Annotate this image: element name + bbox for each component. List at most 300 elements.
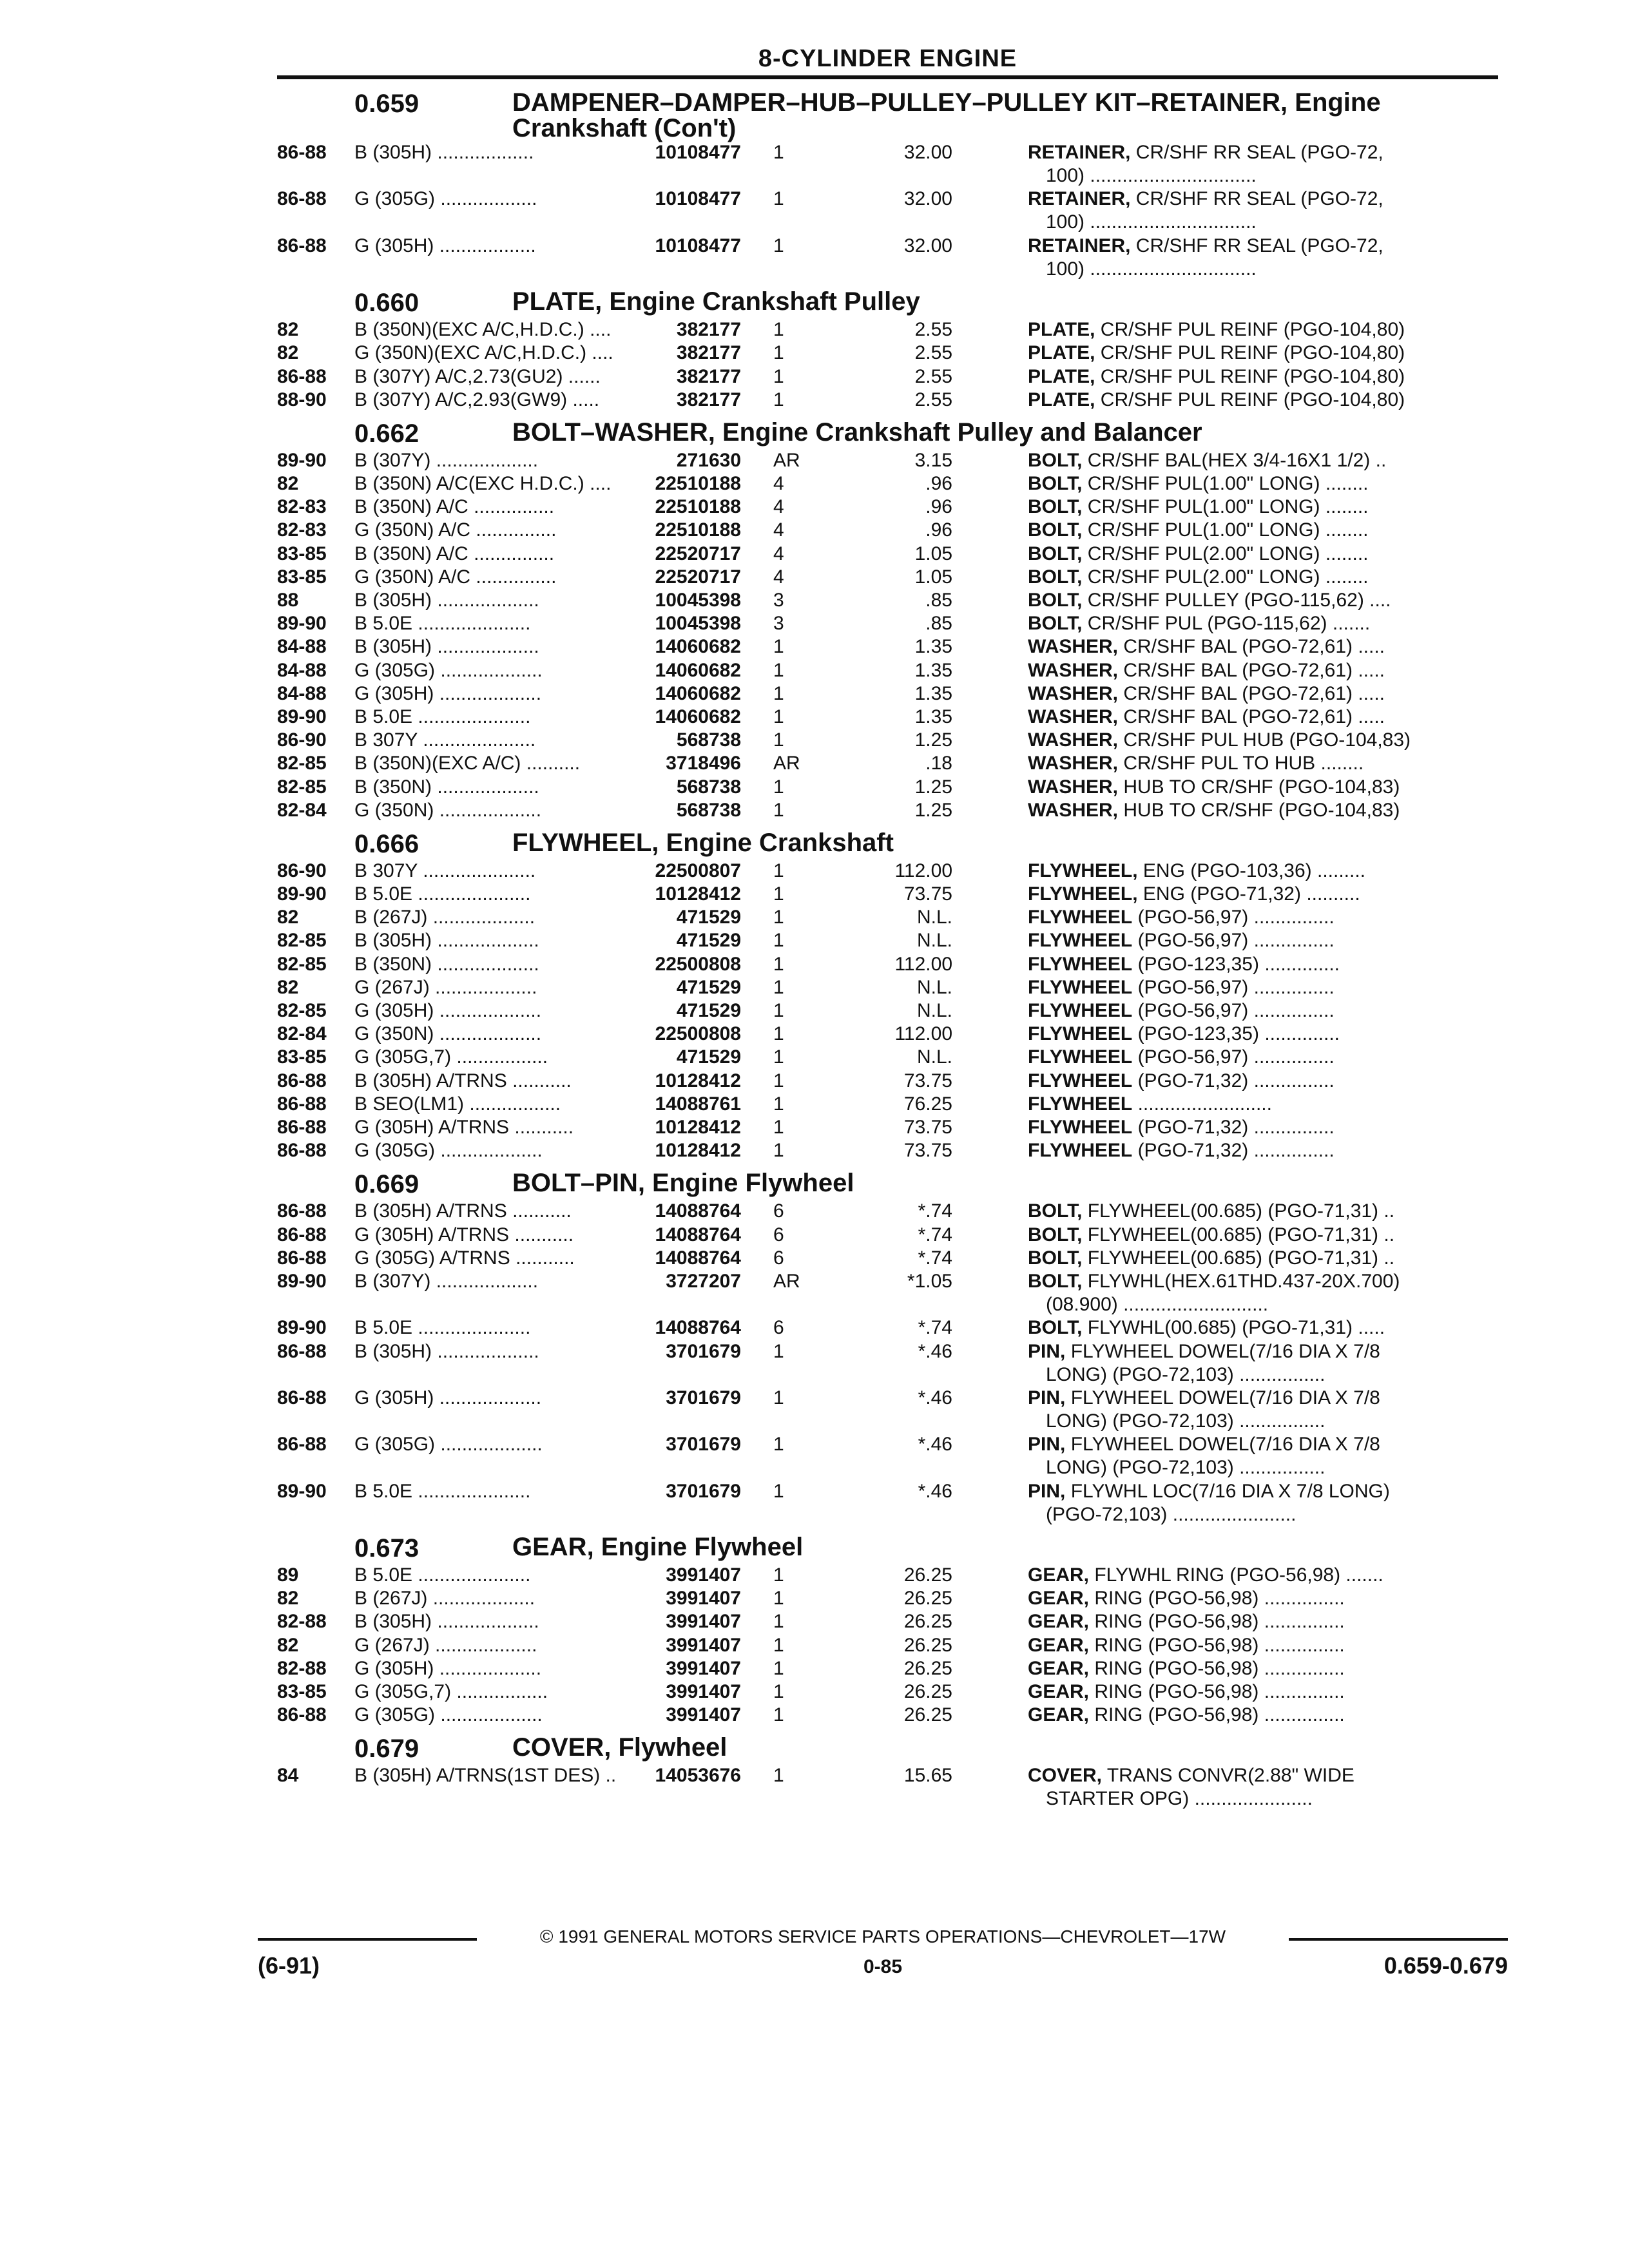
catalog-page <box>277 45 1498 1811</box>
quantity: 1 <box>773 1046 784 1068</box>
description <box>1028 1480 1498 1526</box>
quantity: 3 <box>773 590 784 611</box>
description <box>1028 1139 1498 1162</box>
part-number: 22510188 <box>655 519 741 541</box>
price: .96 <box>925 519 952 541</box>
price: 73.75 <box>903 883 952 905</box>
part-number: 10108477 <box>655 235 741 256</box>
parts-section <box>277 86 1498 281</box>
table-row <box>277 1564 1498 1587</box>
table-row <box>277 860 1498 883</box>
parts-section <box>277 1731 1498 1811</box>
description-line <box>1028 566 1498 589</box>
description-line <box>1028 953 1498 976</box>
part-detail: FLYWHEEL DOWEL(7/16 DIA X 7/8 <box>1065 1340 1380 1362</box>
table-row <box>277 929 1498 952</box>
part-number: 14088764 <box>655 1247 741 1269</box>
part-name: GEAR, <box>1028 1564 1090 1586</box>
description-line <box>1028 1247 1498 1270</box>
description <box>1028 612 1498 635</box>
part-detail: RING (PGO-56,98) ............... <box>1089 1588 1345 1610</box>
part-number: 3991407 <box>666 1634 741 1656</box>
description-line <box>1028 1680 1498 1704</box>
part-name: BOLT, <box>1028 613 1083 635</box>
part-name: PIN, <box>1028 1434 1066 1456</box>
part-detail: FLYWHL LOC(7/16 DIA X 7/8 LONG) <box>1065 1480 1390 1502</box>
part-name: BOLT, <box>1028 473 1083 495</box>
price: 2.55 <box>914 389 952 410</box>
part-detail: CR/SHF PUL(2.00" LONG) ........ <box>1082 566 1369 588</box>
description <box>1028 776 1498 799</box>
table-row <box>277 1116 1498 1139</box>
model-years: 86-88 <box>277 1200 327 1222</box>
quantity: 1 <box>773 1093 784 1115</box>
quantity: 1 <box>773 1588 784 1610</box>
description <box>1028 1387 1498 1433</box>
model-years: 82-85 <box>277 753 327 774</box>
model-years: 83-85 <box>277 1681 327 1702</box>
description <box>1028 752 1498 775</box>
description-line <box>1028 999 1498 1023</box>
part-name: BOLT, <box>1028 1200 1083 1222</box>
price: *.74 <box>918 1247 952 1269</box>
description-line <box>1028 1634 1498 1657</box>
quantity: 1 <box>773 1657 784 1679</box>
part-name: BOLT, <box>1028 1224 1083 1245</box>
part-detail: CR/SHF BAL (PGO-72,61) ..... <box>1118 659 1385 681</box>
description-line <box>1028 1564 1498 1587</box>
price: 1.05 <box>914 566 952 588</box>
model-years: 82-83 <box>277 496 327 518</box>
section-title <box>512 1735 727 1760</box>
footer-page-number: 0-85 <box>863 1956 903 1977</box>
model-code: B (307Y) A/C,2.73(GU2) ...... <box>354 365 601 387</box>
description-line <box>1028 1480 1498 1503</box>
quantity: AR <box>773 753 800 774</box>
table-row <box>277 1704 1498 1727</box>
part-detail: (PGO-56,97) ............... <box>1132 1046 1335 1068</box>
part-name: PLATE, <box>1028 342 1095 364</box>
part-detail: CR/SHF PUL(2.00" LONG) ........ <box>1082 543 1369 564</box>
price: N.L. <box>916 1046 952 1068</box>
quantity: 1 <box>773 1140 784 1162</box>
price: 112.00 <box>894 1023 952 1045</box>
part-name: RETAINER, <box>1028 142 1131 163</box>
part-name: WASHER, <box>1028 706 1119 727</box>
price: 1.35 <box>914 659 952 681</box>
part-detail: RING (PGO-56,98) ............... <box>1089 1634 1345 1656</box>
table-row <box>277 706 1498 729</box>
model-code: G (305G) ................... <box>354 659 543 681</box>
description-continuation: 100) ............................... <box>1046 165 1257 186</box>
part-name: WASHER, <box>1028 636 1119 658</box>
price: 2.55 <box>914 319 952 341</box>
model-code: B (305H) A/TRNS ........... <box>354 1070 572 1091</box>
part-detail: (PGO-56,97) ............... <box>1132 976 1335 998</box>
description <box>1028 589 1498 612</box>
description-line <box>1028 883 1498 906</box>
part-detail: FLYWHEEL DOWEL(7/16 DIA X 7/8 <box>1065 1387 1380 1408</box>
description-line <box>1028 365 1498 389</box>
model-code: G (305H) ................... <box>354 1000 542 1022</box>
description <box>1028 389 1498 412</box>
description-line <box>1028 235 1498 258</box>
model-code: G (305G,7) ................. <box>354 1681 548 1702</box>
model-years: 86-88 <box>277 235 327 256</box>
table-row <box>277 1270 1498 1316</box>
description-line <box>1028 1657 1498 1680</box>
model-years: 86-90 <box>277 860 327 881</box>
description <box>1028 883 1498 906</box>
part-detail: FLYWHEEL(00.685) (PGO-71,31) .. <box>1082 1224 1395 1245</box>
part-detail: CR/SHF RR SEAL (PGO-72, <box>1130 188 1383 210</box>
price: *.46 <box>918 1387 952 1408</box>
price: 112.00 <box>894 860 952 881</box>
model-code: G (267J) ................... <box>354 976 537 998</box>
model-years: 82 <box>277 976 299 998</box>
description-line <box>1028 318 1498 341</box>
model-years: 89 <box>277 1564 299 1586</box>
model-code: B (305H) ................... <box>354 590 539 611</box>
description-line <box>1028 1070 1498 1093</box>
table-row <box>277 1046 1498 1069</box>
description-line <box>1028 976 1498 999</box>
table-row <box>277 999 1498 1023</box>
part-name: WASHER, <box>1028 776 1119 798</box>
description-line <box>1028 635 1498 658</box>
description <box>1028 1433 1498 1479</box>
part-number: 22510188 <box>655 496 741 518</box>
price: *.46 <box>918 1340 952 1362</box>
part-name: FLYWHEEL, <box>1028 883 1138 905</box>
table-row <box>277 1316 1498 1340</box>
model-years: 84-88 <box>277 682 327 704</box>
section-title <box>512 419 1202 445</box>
price: *.74 <box>918 1200 952 1222</box>
description-line <box>1028 543 1498 566</box>
part-number: 3727207 <box>666 1270 741 1292</box>
part-name: BOLT, <box>1028 590 1083 611</box>
part-number: 10128412 <box>655 1070 741 1091</box>
model-years: 86-88 <box>277 142 327 163</box>
part-detail: CR/SHF PULLEY (PGO-115,62) .... <box>1082 590 1391 611</box>
part-detail: CR/SHF PUL (PGO-115,62) ....... <box>1082 613 1371 635</box>
price: 26.25 <box>903 1681 952 1702</box>
part-number: 3991407 <box>666 1657 741 1679</box>
model-years: 82-85 <box>277 953 327 975</box>
quantity: 1 <box>773 1634 784 1656</box>
model-years: 89-90 <box>277 1317 327 1339</box>
quantity: 1 <box>773 1681 784 1702</box>
description-line <box>1028 1433 1498 1456</box>
quantity: 4 <box>773 519 784 541</box>
price: 3.15 <box>914 449 952 471</box>
price: 1.35 <box>914 706 952 727</box>
part-number: 382177 <box>676 342 741 364</box>
quantity: 1 <box>773 883 784 905</box>
table-row <box>277 799 1498 822</box>
section-header <box>277 1530 1498 1564</box>
table-row <box>277 1387 1498 1433</box>
price: 1.25 <box>914 729 952 751</box>
model-code: B (307Y) ................... <box>354 449 539 471</box>
model-code: B (350N) A/C ............... <box>354 496 555 518</box>
section-header <box>277 1166 1498 1200</box>
model-years: 83-85 <box>277 566 327 588</box>
model-years: 86-88 <box>277 1387 327 1408</box>
quantity: 1 <box>773 1070 784 1091</box>
price: 2.55 <box>914 365 952 387</box>
part-name: WASHER, <box>1028 659 1119 681</box>
section-title-line: PLATE, Engine Crankshaft Pulley <box>512 287 920 316</box>
model-years: 82-85 <box>277 930 327 952</box>
part-name: BOLT, <box>1028 543 1083 564</box>
quantity: 1 <box>773 1480 784 1502</box>
model-years: 86-88 <box>277 1116 327 1138</box>
model-years: 84-88 <box>277 659 327 681</box>
description <box>1028 1224 1498 1247</box>
price: N.L. <box>916 1000 952 1022</box>
quantity: 1 <box>773 860 784 881</box>
section-title <box>512 1170 854 1196</box>
model-years: 82-85 <box>277 1000 327 1022</box>
table-row <box>277 141 1498 187</box>
quantity: 1 <box>773 1023 784 1045</box>
price: 26.25 <box>903 1657 952 1679</box>
description <box>1028 543 1498 566</box>
model-code: B (350N) ................... <box>354 776 539 798</box>
table-row <box>277 682 1498 706</box>
table-row <box>277 906 1498 929</box>
model-code: B (305H) A/TRNS(1ST DES) .. <box>354 1765 617 1787</box>
model-years: 89-90 <box>277 1270 327 1292</box>
footer-copyright-line <box>258 1927 1508 1952</box>
part-name: BOLT, <box>1028 1270 1083 1292</box>
part-number: 3718496 <box>666 753 741 774</box>
section-number: 0.666 <box>354 829 419 858</box>
part-number: 10045398 <box>655 613 741 635</box>
part-number: 14088764 <box>655 1224 741 1245</box>
part-detail: FLYWHL RING (PGO-56,98) ....... <box>1089 1564 1383 1586</box>
section-title <box>512 90 1381 141</box>
description <box>1028 1764 1498 1811</box>
table-row <box>277 1070 1498 1093</box>
price: 1.35 <box>914 682 952 704</box>
price: 26.25 <box>903 1564 952 1586</box>
footer-bottom <box>258 1952 1508 1982</box>
description-line <box>1028 1023 1498 1046</box>
part-detail: FLYWHL(00.685) (PGO-71,31) ..... <box>1082 1317 1385 1339</box>
part-number: 14060682 <box>655 682 741 704</box>
part-detail: CR/SHF PUL(1.00" LONG) ........ <box>1082 519 1369 541</box>
description <box>1028 365 1498 389</box>
description-line <box>1028 659 1498 682</box>
model-code: B (305H) ................... <box>354 1340 539 1362</box>
model-code: B (350N) ................... <box>354 953 539 975</box>
part-number: 10045398 <box>655 590 741 611</box>
part-name: PLATE, <box>1028 389 1095 410</box>
part-number: 10128412 <box>655 1140 741 1162</box>
description <box>1028 906 1498 929</box>
part-name: GEAR, <box>1028 1657 1090 1679</box>
price: .96 <box>925 496 952 518</box>
section-header <box>277 826 1498 860</box>
price: *.46 <box>918 1480 952 1502</box>
description <box>1028 1704 1498 1727</box>
footer-copyright: © 1991 GENERAL MOTORS SERVICE PARTS OPERATIONS—CHEVROLET—17W <box>539 1927 1226 1946</box>
part-number: 3701679 <box>666 1480 741 1502</box>
price: 26.25 <box>903 1704 952 1726</box>
part-name: GEAR, <box>1028 1681 1090 1702</box>
model-years: 83-85 <box>277 543 327 564</box>
section-number: 0.662 <box>354 419 419 448</box>
description-continuation: LONG) (PGO-72,103) ................ <box>1046 1363 1325 1385</box>
description-line <box>1028 682 1498 706</box>
quantity: 1 <box>773 907 784 928</box>
part-number: 471529 <box>676 976 741 998</box>
part-name: GEAR, <box>1028 1611 1090 1633</box>
table-row <box>277 472 1498 495</box>
model-years: 84 <box>277 1765 299 1787</box>
part-detail: CR/SHF PUL REINF (PGO-104,80) <box>1095 365 1405 387</box>
model-years: 86-88 <box>277 1704 327 1726</box>
part-detail: TRANS CONVR(2.88" WIDE <box>1102 1765 1354 1787</box>
part-detail: CR/SHF BAL (PGO-72,61) ..... <box>1118 636 1385 658</box>
part-detail: CR/SHF PUL(1.00" LONG) ........ <box>1082 473 1369 495</box>
part-name: GEAR, <box>1028 1588 1090 1610</box>
part-name: RETAINER, <box>1028 188 1131 210</box>
footer-rule-left <box>258 1938 477 1941</box>
quantity: 1 <box>773 659 784 681</box>
part-number: 14060682 <box>655 706 741 727</box>
price: 32.00 <box>903 188 952 210</box>
description-line <box>1028 906 1498 929</box>
description <box>1028 1046 1498 1069</box>
section-number: 0.673 <box>354 1534 419 1563</box>
quantity: 1 <box>773 636 784 658</box>
section-title <box>512 289 920 314</box>
description <box>1028 449 1498 472</box>
page-title: 8-CYLINDER ENGINE <box>758 45 1017 72</box>
description-continuation: (08.900) ........................... <box>1046 1293 1269 1315</box>
part-detail: (PGO-123,35) .............. <box>1132 953 1340 975</box>
model-code: G (305G,7) ................. <box>354 1046 548 1068</box>
part-number: 14088764 <box>655 1317 741 1339</box>
model-code: G (305G) ................... <box>354 1704 543 1726</box>
part-number: 568738 <box>676 776 741 798</box>
part-detail: (PGO-56,97) ............... <box>1132 1000 1335 1022</box>
quantity: 1 <box>773 953 784 975</box>
description <box>1028 235 1498 281</box>
model-code: B 5.0E ..................... <box>354 883 531 905</box>
price: 73.75 <box>903 1070 952 1091</box>
price: 73.75 <box>903 1140 952 1162</box>
header-divider <box>277 75 1498 79</box>
model-code: G (350N)(EXC A/C,H.D.C.) .... <box>354 342 613 364</box>
part-number: 3991407 <box>666 1564 741 1586</box>
quantity: 1 <box>773 235 784 256</box>
description-continuation: (PGO-72,103) ....................... <box>1046 1503 1296 1525</box>
model-code: G (350N) ................... <box>354 799 542 821</box>
quantity: 1 <box>773 1704 784 1726</box>
quantity: 1 <box>773 1434 784 1456</box>
price: .85 <box>925 590 952 611</box>
table-row <box>277 1587 1498 1610</box>
description-line <box>1028 752 1498 775</box>
model-code: B (305H) .................. <box>354 142 534 163</box>
part-detail: (PGO-56,97) ............... <box>1132 930 1335 952</box>
part-detail: ENG (PGO-103,36) ......... <box>1137 860 1366 881</box>
part-number: 382177 <box>676 319 741 341</box>
description <box>1028 519 1498 542</box>
part-name: WASHER, <box>1028 729 1119 751</box>
part-detail: FLYWHEEL(00.685) (PGO-71,31) .. <box>1082 1200 1395 1222</box>
model-code: B 5.0E ..................... <box>354 613 531 635</box>
price: 26.25 <box>903 1588 952 1610</box>
model-code: G (350N) ................... <box>354 1023 542 1045</box>
quantity: 6 <box>773 1224 784 1245</box>
table-row <box>277 612 1498 635</box>
description <box>1028 318 1498 341</box>
section-title-line: Crankshaft (Con't) <box>512 114 737 142</box>
table-row <box>277 883 1498 906</box>
model-code: B (305H) ................... <box>354 930 539 952</box>
part-name: FLYWHEEL <box>1028 1046 1133 1068</box>
part-name: COVER, <box>1028 1765 1103 1787</box>
description-line <box>1028 729 1498 752</box>
description-line <box>1028 799 1498 822</box>
price: *1.05 <box>907 1270 952 1292</box>
part-name: BOLT, <box>1028 519 1083 541</box>
price: .18 <box>925 753 952 774</box>
description <box>1028 1093 1498 1116</box>
price: 26.25 <box>903 1611 952 1633</box>
model-code: G (305H) A/TRNS ........... <box>354 1224 574 1245</box>
description-line <box>1028 1093 1498 1116</box>
table-row <box>277 1764 1498 1811</box>
price: 15.65 <box>903 1765 952 1787</box>
part-name: FLYWHEEL <box>1028 930 1133 952</box>
section-number: 0.660 <box>354 289 419 318</box>
price: 112.00 <box>894 953 952 975</box>
description-line <box>1028 612 1498 635</box>
part-detail: ......................... <box>1132 1093 1272 1115</box>
table-row <box>277 1433 1498 1479</box>
description <box>1028 1657 1498 1680</box>
footer-range: 0.659-0.679 <box>1383 1952 1508 1979</box>
model-code: G (305G) ................... <box>354 1140 543 1162</box>
model-years: 89-90 <box>277 706 327 727</box>
part-name: PIN, <box>1028 1340 1066 1362</box>
table-row <box>277 341 1498 365</box>
description-line <box>1028 1139 1498 1162</box>
quantity: 1 <box>773 1387 784 1408</box>
price: 1.05 <box>914 543 952 564</box>
section-title <box>512 830 894 856</box>
price: 32.00 <box>903 142 952 163</box>
part-number: 471529 <box>676 907 741 928</box>
model-years: 83-85 <box>277 1046 327 1068</box>
part-number: 471529 <box>676 1000 741 1022</box>
description-line <box>1028 589 1498 612</box>
description <box>1028 566 1498 589</box>
table-row <box>277 635 1498 658</box>
model-code: B (305H) A/TRNS ........... <box>354 1200 572 1222</box>
part-detail: CR/SHF BAL (PGO-72,61) ..... <box>1118 682 1385 704</box>
model-years: 84-88 <box>277 636 327 658</box>
price: 76.25 <box>903 1093 952 1115</box>
model-code: B 5.0E ..................... <box>354 1317 531 1339</box>
